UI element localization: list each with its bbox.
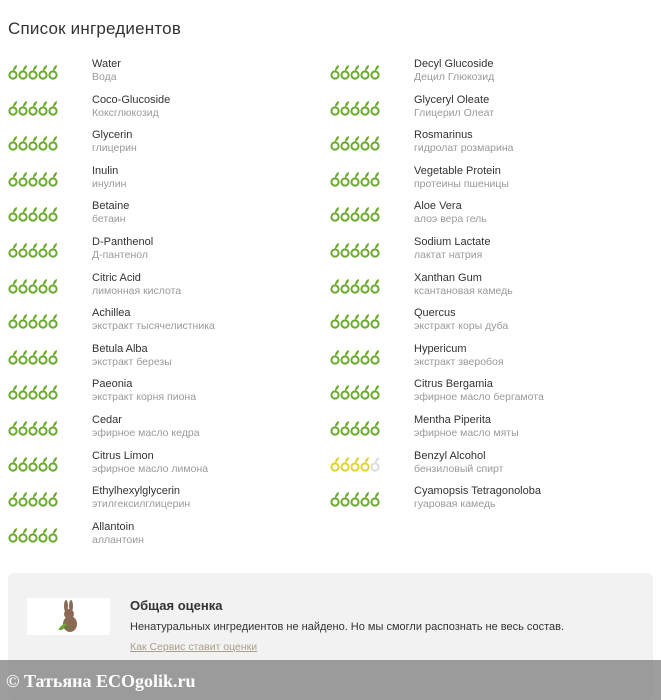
leaf-icon [330, 135, 340, 151]
leaf-icon [340, 313, 350, 329]
leaf-icon [330, 384, 340, 400]
leaf-icon [370, 278, 380, 294]
ingredient-translation: экстракт зверобоя [414, 355, 504, 368]
leaf-icon [330, 242, 340, 258]
leaf-icon [330, 420, 340, 436]
ingredient-name: Citrus Limon [92, 449, 154, 462]
leaf-icon [360, 420, 370, 436]
rating-method-link[interactable]: Как Сервис ставит оценки [130, 641, 258, 653]
leaf-icon [8, 349, 18, 365]
ingredient-rating [8, 278, 58, 294]
ingredient-translation: аллантоин [92, 533, 144, 546]
ingredient-translation: глицерин [92, 142, 137, 155]
leaf-icon [18, 456, 28, 472]
ingredient-item [323, 92, 661, 128]
leaf-icon [28, 206, 38, 222]
ingredient-translation: эфирное масло кедра [92, 426, 200, 439]
leaf-icon [8, 313, 18, 329]
ingredient-rating [8, 456, 58, 472]
ingredient-rating [8, 100, 58, 116]
leaf-icon [28, 491, 38, 507]
leaf-icon [28, 135, 38, 151]
ingredient-item [323, 412, 661, 448]
ingredient-item [323, 448, 661, 484]
leaf-icon [48, 135, 58, 151]
leaf-icon [18, 64, 28, 80]
leaf-icon [350, 135, 360, 151]
leaf-icon [28, 527, 38, 543]
ingredient-rating [8, 171, 58, 187]
ingredient-translation: алоэ вера гель [414, 213, 487, 226]
leaf-icon [18, 420, 28, 436]
ingredient-name: Cedar [92, 413, 122, 426]
leaf-icon [360, 384, 370, 400]
leaf-icon [330, 349, 340, 365]
leaf-icon [8, 100, 18, 116]
ingredient-item [323, 341, 661, 377]
leaf-icon [8, 491, 18, 507]
leaf-icon [8, 64, 18, 80]
ingredient-translation: экстракт коры дуба [414, 320, 509, 333]
ingredient-rating [330, 456, 380, 472]
ingredient-item [0, 163, 323, 199]
leaf-icon [18, 206, 28, 222]
summary-title: Общая оценка [130, 598, 223, 613]
ingredient-name: Paeonia [92, 378, 133, 391]
ingredient-translation: Глицерил Олеат [414, 106, 495, 119]
watermark-bar [0, 660, 661, 700]
ingredient-translation: эфирное масло лимона [92, 462, 209, 475]
ingredient-translation: этилгексилглицерин [92, 498, 191, 511]
leaf-icon [370, 206, 380, 222]
leaf-icon [370, 100, 380, 116]
leaf-icon [38, 527, 48, 543]
leaf-icon [370, 135, 380, 151]
ingredient-name: Achillea [92, 307, 131, 320]
ingredient-translation: эфирное масло мяты [414, 426, 519, 439]
leaf-icon [18, 135, 28, 151]
ingredient-item [0, 234, 323, 270]
leaf-icon [48, 313, 58, 329]
ingredient-name: Allantoin [92, 520, 135, 533]
leaf-icon [330, 491, 340, 507]
ingredient-translation: Децил Глюкозид [414, 71, 495, 83]
leaf-icon [28, 456, 38, 472]
leaf-icon [48, 171, 58, 187]
ingredient-rating [8, 384, 58, 400]
leaf-icon [340, 171, 350, 187]
ingredient-rating [8, 420, 58, 436]
leaf-icon [330, 100, 340, 116]
ingredient-name: Quercus [414, 307, 456, 320]
leaf-icon [38, 420, 48, 436]
leaf-icon [340, 206, 350, 222]
ingredient-translation: ксантановая камедь [414, 284, 513, 297]
leaf-icon [48, 349, 58, 365]
leaf-icon [48, 384, 58, 400]
leaf-icon [18, 384, 28, 400]
leaf-icon [48, 420, 58, 436]
leaf-icon [8, 278, 18, 294]
leaf-icon [350, 456, 360, 472]
ingredient-rating [8, 313, 58, 329]
leaf-icon [350, 278, 360, 294]
leaf-icon [370, 384, 380, 400]
ingredient-translation: экстракт березы [92, 355, 172, 368]
leaf-icon [28, 100, 38, 116]
leaf-icon [28, 349, 38, 365]
leaf-icon [350, 384, 360, 400]
ingredient-name: Cyamopsis Tetragonoloba [414, 485, 541, 498]
ingredient-rating [330, 171, 380, 187]
ingredient-name: Citrus Bergamia [414, 378, 493, 391]
leaf-icon [38, 242, 48, 258]
leaf-icon [340, 100, 350, 116]
leaf-icon [330, 64, 340, 80]
leaf-icon [28, 242, 38, 258]
ingredient-rating [330, 278, 380, 294]
ingredient-item [323, 234, 661, 270]
leaf-icon [340, 456, 350, 472]
ingredient-rating [8, 135, 58, 151]
leaf-icon [350, 349, 360, 365]
leaf-icon [340, 64, 350, 80]
ingredient-name: Vegetable Protein [414, 164, 501, 177]
leaf-icon [360, 206, 370, 222]
leaf-icon [8, 242, 18, 258]
leaf-icon [48, 100, 58, 116]
leaf-icon [350, 64, 360, 80]
ingredient-item [323, 127, 661, 163]
ingredient-translation: лактат натрия [414, 248, 483, 261]
leaf-icon [28, 313, 38, 329]
leaf-icon [340, 420, 350, 436]
ingredient-name: Ethylhexylglycerin [92, 485, 181, 498]
leaf-icon [48, 491, 58, 507]
leaf-icon [28, 171, 38, 187]
leaf-icon [8, 527, 18, 543]
leaf-icon [18, 171, 28, 187]
ingredient-rating [330, 100, 380, 116]
leaf-icon [370, 491, 380, 507]
leaf-icon [360, 278, 370, 294]
leaf-icon [370, 420, 380, 436]
leaf-icon [38, 171, 48, 187]
leaf-icon [340, 278, 350, 294]
ingredient-item [0, 127, 323, 163]
leaf-icon [38, 135, 48, 151]
leaf-icon [18, 278, 28, 294]
leaf-icon [360, 64, 370, 80]
ingredients-column-left [0, 56, 323, 554]
leaf-icon [28, 420, 38, 436]
ingredient-rating [330, 242, 380, 258]
leaf-icon [370, 456, 380, 472]
leaf-icon [370, 313, 380, 329]
leaf-icon [48, 527, 58, 543]
ingredient-translation: Коксглюкозид [92, 106, 159, 119]
leaf-icon [18, 313, 28, 329]
ingredient-rating [8, 491, 58, 507]
leaf-icon [350, 171, 360, 187]
ingredient-translation: гуаровая камедь [414, 498, 496, 511]
leaf-icon [8, 456, 18, 472]
ingredient-name: Xanthan Gum [414, 271, 482, 284]
ingredient-name: Glycerin [92, 129, 133, 142]
ingredient-item [0, 341, 323, 377]
leaf-icon [360, 349, 370, 365]
leaf-icon [18, 242, 28, 258]
ingredient-rating [8, 527, 58, 543]
ingredient-item [0, 270, 323, 306]
ingredient-translation: гидролат розмарина [414, 142, 514, 155]
leaf-icon [38, 100, 48, 116]
ingredient-translation: протеины пшеницы [414, 177, 509, 190]
leaf-icon [350, 313, 360, 329]
leaf-icon [350, 420, 360, 436]
ingredient-name: Hypericum [414, 342, 467, 355]
ingredient-rating [8, 349, 58, 365]
ingredient-item [0, 376, 323, 412]
ingredients-grid [0, 56, 661, 554]
ingredient-translation: эфирное масло бергамота [414, 391, 544, 404]
ingredient-name: D-Panthenol [92, 235, 154, 248]
leaf-icon [360, 171, 370, 187]
ingredient-item [323, 270, 661, 306]
bunny-icon [54, 600, 84, 634]
ingredient-rating [330, 313, 380, 329]
ingredient-rating [330, 64, 380, 80]
leaf-icon [28, 384, 38, 400]
summary-text: Ненатуральных ингредиентов не найдено. Но мы смогли распознать не весь состав. [130, 621, 565, 633]
ingredient-translation: бетаин [92, 213, 126, 226]
ingredient-rating [8, 64, 58, 80]
ingredient-name: Sodium Lactate [414, 235, 491, 248]
ingredient-translation: инулин [92, 177, 127, 190]
ingredient-item [0, 519, 323, 555]
leaf-icon [340, 491, 350, 507]
ingredient-item [323, 163, 661, 199]
leaf-icon [350, 100, 360, 116]
leaf-icon [340, 242, 350, 258]
leaf-icon [350, 206, 360, 222]
leaf-icon [38, 64, 48, 80]
leaf-icon [48, 242, 58, 258]
leaf-icon [370, 64, 380, 80]
ingredient-name: Aloe Vera [414, 200, 462, 213]
leaf-icon [38, 278, 48, 294]
ingredient-item [0, 92, 323, 128]
ingredient-translation: Д-пантенол [92, 248, 148, 261]
page-title: Список ингредиентов [8, 19, 182, 38]
ingredient-translation: Вода [92, 71, 117, 83]
leaf-icon [48, 278, 58, 294]
leaf-icon [8, 135, 18, 151]
ingredient-item [0, 198, 323, 234]
ingredient-name: Decyl Glucoside [414, 58, 494, 70]
leaf-icon [340, 135, 350, 151]
leaf-icon [38, 349, 48, 365]
leaf-icon [18, 527, 28, 543]
ingredient-item [0, 56, 323, 92]
ingredient-translation: экстракт тысячелистника [92, 320, 215, 333]
leaf-icon [28, 64, 38, 80]
ingredient-rating [330, 384, 380, 400]
leaf-icon [48, 64, 58, 80]
leaf-icon [340, 384, 350, 400]
leaf-icon [370, 171, 380, 187]
leaf-icon [330, 278, 340, 294]
leaf-icon [360, 242, 370, 258]
ingredient-name: Rosmarinus [414, 129, 473, 142]
leaf-icon [28, 278, 38, 294]
ingredient-translation: лимонная кислота [92, 284, 182, 297]
ingredient-item [323, 376, 661, 412]
ingredient-rating [330, 420, 380, 436]
leaf-icon [48, 456, 58, 472]
leaf-icon [340, 349, 350, 365]
ingredient-name: Mentha Piperita [414, 413, 492, 426]
leaf-icon [8, 384, 18, 400]
leaf-icon [360, 313, 370, 329]
ingredient-translation: бензиловый спирт [414, 462, 504, 475]
leaf-icon [38, 313, 48, 329]
ingredient-name: Benzyl Alcohol [414, 449, 486, 462]
watermark-text: © Татьяна ECOgolik.ru [6, 671, 196, 691]
ingredient-item [0, 448, 323, 484]
ingredient-item [323, 56, 661, 92]
bunny-logo [27, 598, 110, 635]
leaf-icon [18, 491, 28, 507]
leaf-icon [38, 491, 48, 507]
leaf-icon [360, 100, 370, 116]
leaf-icon [38, 384, 48, 400]
ingredient-name: Inulin [92, 164, 119, 177]
leaf-icon [350, 491, 360, 507]
ingredient-rating [8, 242, 58, 258]
leaf-icon [330, 171, 340, 187]
ingredient-rating [330, 135, 380, 151]
leaf-icon [330, 456, 340, 472]
ingredient-name: Citric Acid [92, 271, 141, 284]
ingredient-item [0, 412, 323, 448]
leaf-icon [360, 456, 370, 472]
ingredient-rating [330, 206, 380, 222]
ingredient-name: Betaine [92, 200, 130, 213]
leaf-icon [350, 242, 360, 258]
ingredient-translation: экстракт корня пиона [92, 391, 197, 404]
ingredient-name: Water [92, 58, 121, 70]
leaf-icon [360, 135, 370, 151]
ingredient-name: Glyceryl Oleate [414, 93, 490, 106]
leaf-icon [8, 206, 18, 222]
leaf-icon [8, 171, 18, 187]
leaf-icon [38, 206, 48, 222]
leaf-icon [18, 349, 28, 365]
ingredient-rating [8, 206, 58, 222]
ingredients-column-right [323, 56, 661, 554]
ingredient-rating [330, 491, 380, 507]
leaf-icon [370, 349, 380, 365]
leaf-icon [360, 491, 370, 507]
ingredient-name: Betula Alba [92, 342, 148, 355]
ingredient-name: Coco-Glucoside [92, 93, 171, 106]
leaf-icon [330, 206, 340, 222]
leaf-icon [370, 242, 380, 258]
leaf-icon [18, 100, 28, 116]
leaf-icon [330, 313, 340, 329]
leaf-icon [48, 206, 58, 222]
leaf-icon [38, 456, 48, 472]
ingredient-rating [330, 349, 380, 365]
leaf-icon [8, 420, 18, 436]
ingredient-item [0, 483, 323, 519]
ingredient-item [0, 305, 323, 341]
ingredient-item [323, 198, 661, 234]
ingredient-item [323, 305, 661, 341]
ingredient-item [323, 483, 661, 519]
